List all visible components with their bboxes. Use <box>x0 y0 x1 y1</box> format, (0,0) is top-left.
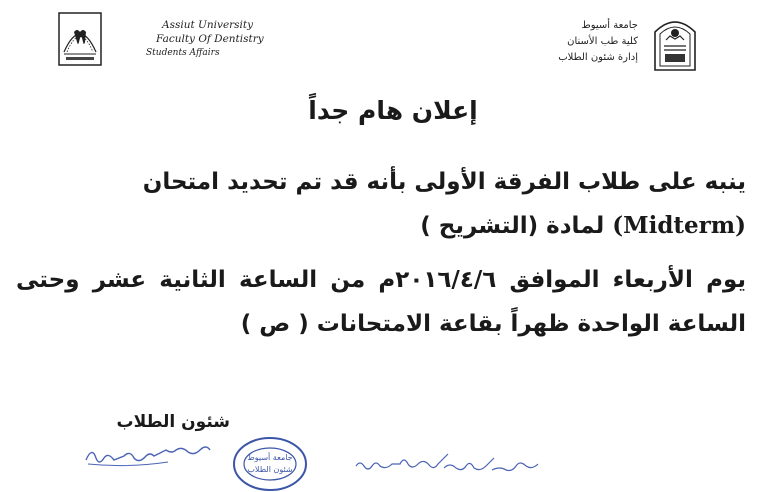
handwritten-signature-left <box>80 438 230 474</box>
university-seal-icon <box>652 16 698 72</box>
dentistry-faculty-logo-icon <box>58 12 102 66</box>
stamp-text-1: جامعة أسيوط <box>247 453 293 462</box>
arabic-letterhead <box>528 18 638 66</box>
announcement-paragraph-1 <box>16 160 746 248</box>
university-name-ar: جامعة أسيوط <box>581 20 638 31</box>
announcement-paragraph-2: يوم الأربعاء الموافق ٢٠١٦/٤/٦م من الساعة الثانية عشر وحتى الساعة الواحدة ظهراً بقاعة الامتحانات ( ص ) <box>16 267 746 337</box>
announcement-title: إعلان هام جداً <box>308 96 478 125</box>
department-name-en: Students Affairs <box>146 48 220 58</box>
department-name-ar: إدارة شئون الطلاب <box>558 52 638 63</box>
faculty-name-en: Faculty Of Dentistry <box>156 33 264 45</box>
exam-type-term: (Midterm) <box>612 212 746 239</box>
university-name-en: Assiut University <box>162 19 254 31</box>
paragraph-1-subject: لمادة (التشريح ) <box>420 213 613 239</box>
signature-label: شئون الطلاب <box>116 412 230 432</box>
stamp-text-2: شئون الطلاب <box>247 465 293 474</box>
students-affairs-stamp <box>230 432 310 492</box>
paragraph-1-text: ينبه على طلاب الفرقة الأولى بأنه قد تم تحديد امتحان <box>142 169 746 195</box>
handwritten-signature-middle <box>350 448 610 478</box>
faculty-name-ar: كلية طب الأسنان <box>567 36 638 47</box>
english-letterhead <box>146 18 276 60</box>
